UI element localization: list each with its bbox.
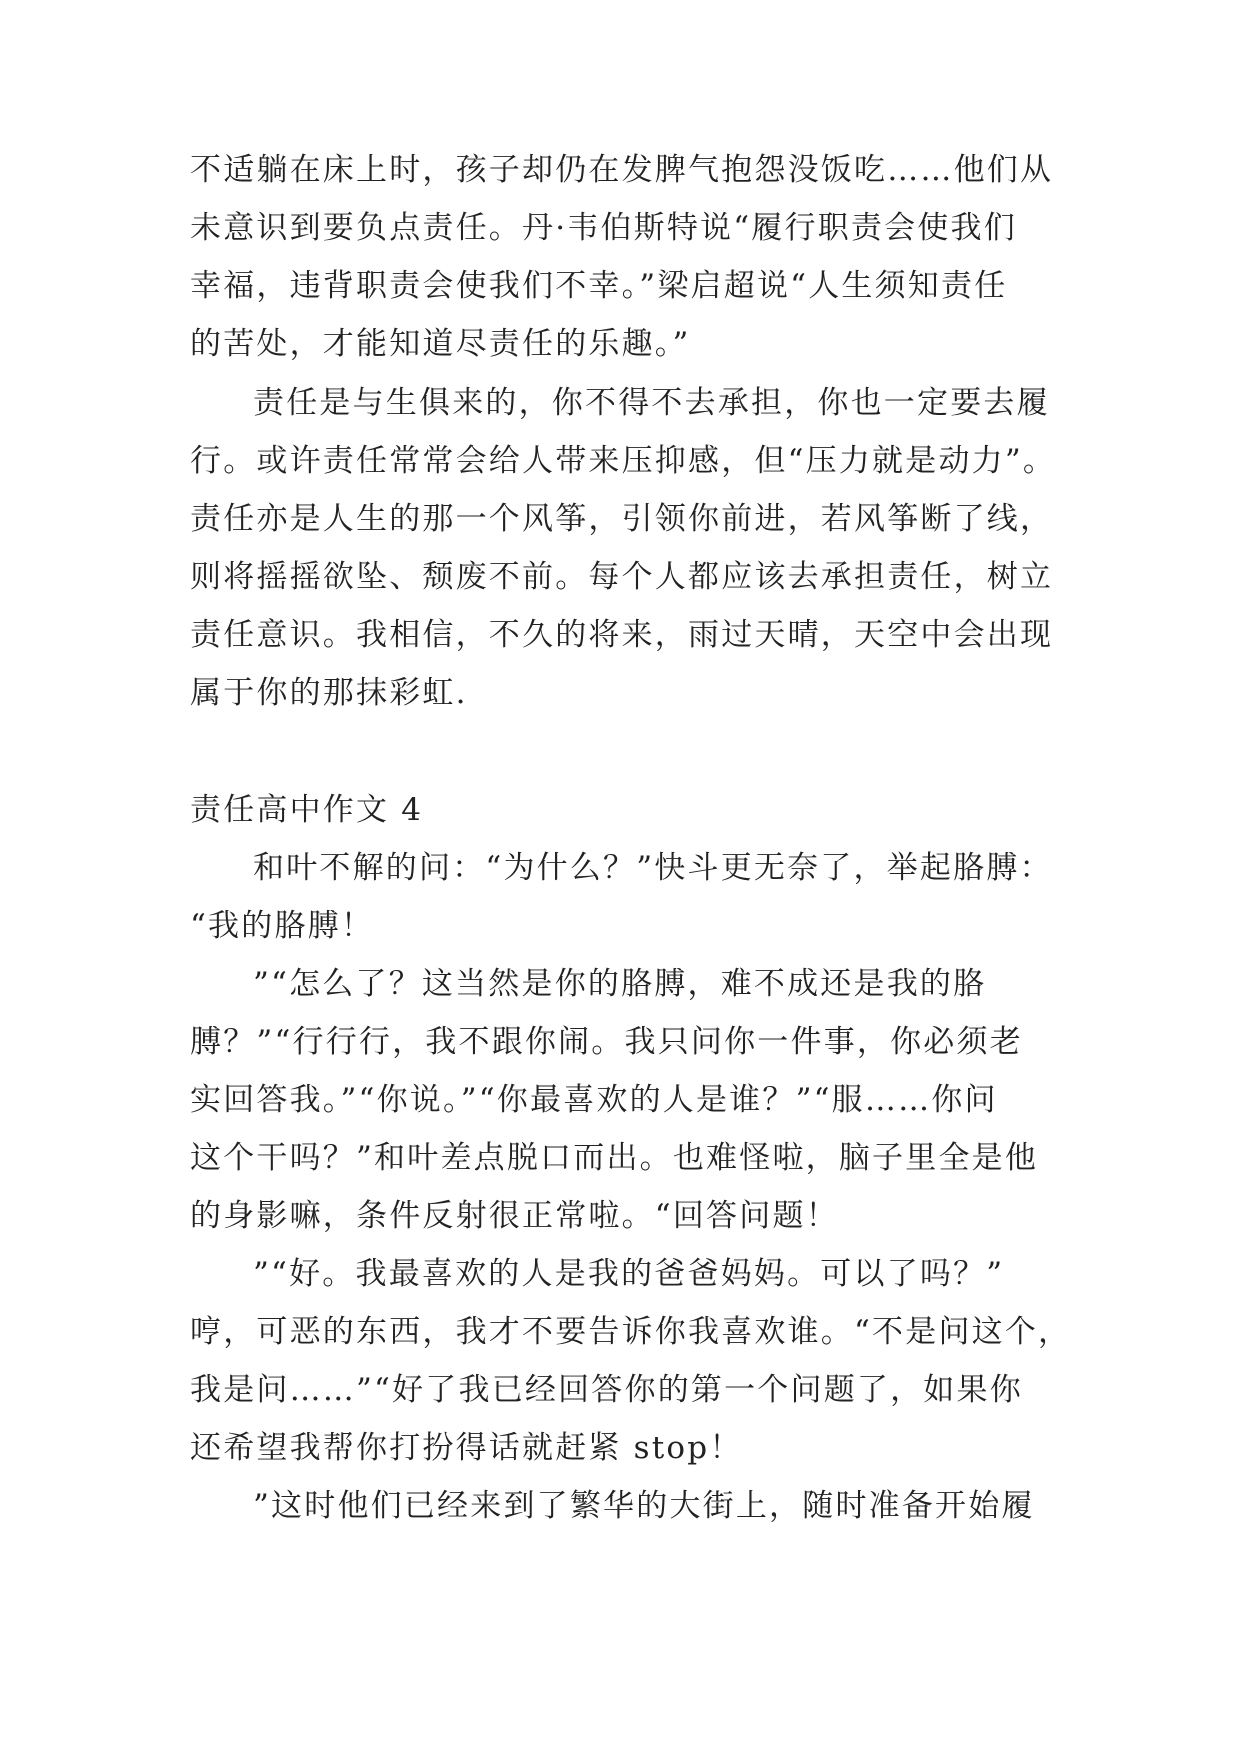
paragraph-line: 未意识到要负点责任。丹·韦伯斯特说“履行职责会使我们	[190, 210, 1017, 246]
paragraph-line: 和叶不解的问：“为什么？”快斗更无奈了，举起胳膊：	[253, 850, 1053, 886]
paragraph-line: 属于你的那抹彩虹.	[190, 675, 468, 711]
paragraph-line: 这个干吗？”和叶差点脱口而出。也难怪啦，脑子里全是他	[190, 1140, 1039, 1176]
paragraph-line: 哼，可恶的东西，我才不要告诉你我喜欢谁。“不是问这个，	[190, 1314, 1072, 1350]
paragraph-line: 的苦处，才能知道尽责任的乐趣。”	[190, 326, 691, 362]
paragraph-line: 行。或许责任常常会给人带来压抑感，但“压力就是动力”。	[190, 443, 1057, 479]
section-heading: 责任高中作文 4	[190, 792, 424, 828]
paragraph-line: 责任亦是人生的那一个风筝，引领你前进，若风筝断了线，	[190, 501, 1054, 537]
paragraph-line: 则将摇摇欲坠、颓废不前。每个人都应该去承担责任，树立	[190, 559, 1054, 595]
paragraph-line: 的身影嘛，条件反射很正常啦。“回答问题！	[190, 1198, 839, 1234]
paragraph-line: “我的胳膊！	[190, 908, 375, 944]
paragraph-line: 我是问……”“好了我已经回答你的第一个问题了，如果你	[190, 1372, 1023, 1408]
paragraph-line: 不适躺在床上时，孩子却仍在发脾气抱怨没饭吃……他们从	[190, 152, 1054, 188]
paragraph-line: 还希望我帮你打扮得话就赶紧 stop！	[190, 1430, 743, 1466]
paragraph-line: 责任意识。我相信，不久的将来，雨过天晴，天空中会出现	[190, 617, 1054, 653]
paragraph-line: ”“好。我最喜欢的人是我的爸爸妈妈。可以了吗？”	[253, 1256, 1005, 1292]
paragraph-line: 膊？”“行行行，我不跟你闹。我只问你一件事，你必须老	[190, 1024, 1023, 1060]
paragraph-line: 幸福，违背职责会使我们不幸。”梁启超说“人生须知责任	[190, 268, 1008, 304]
paragraph-line: 责任是与生俱来的，你不得不去承担，你也一定要去履	[253, 385, 1050, 421]
paragraph-line: ”这时他们已经来到了繁华的大街上，随时准备开始履	[253, 1488, 1035, 1524]
paragraph-line: ”“怎么了？这当然是你的胳膊，难不成还是我的胳	[253, 966, 987, 1002]
paragraph-line: 实回答我。”“你说。”“你最喜欢的人是谁？”“服……你问	[190, 1082, 998, 1118]
